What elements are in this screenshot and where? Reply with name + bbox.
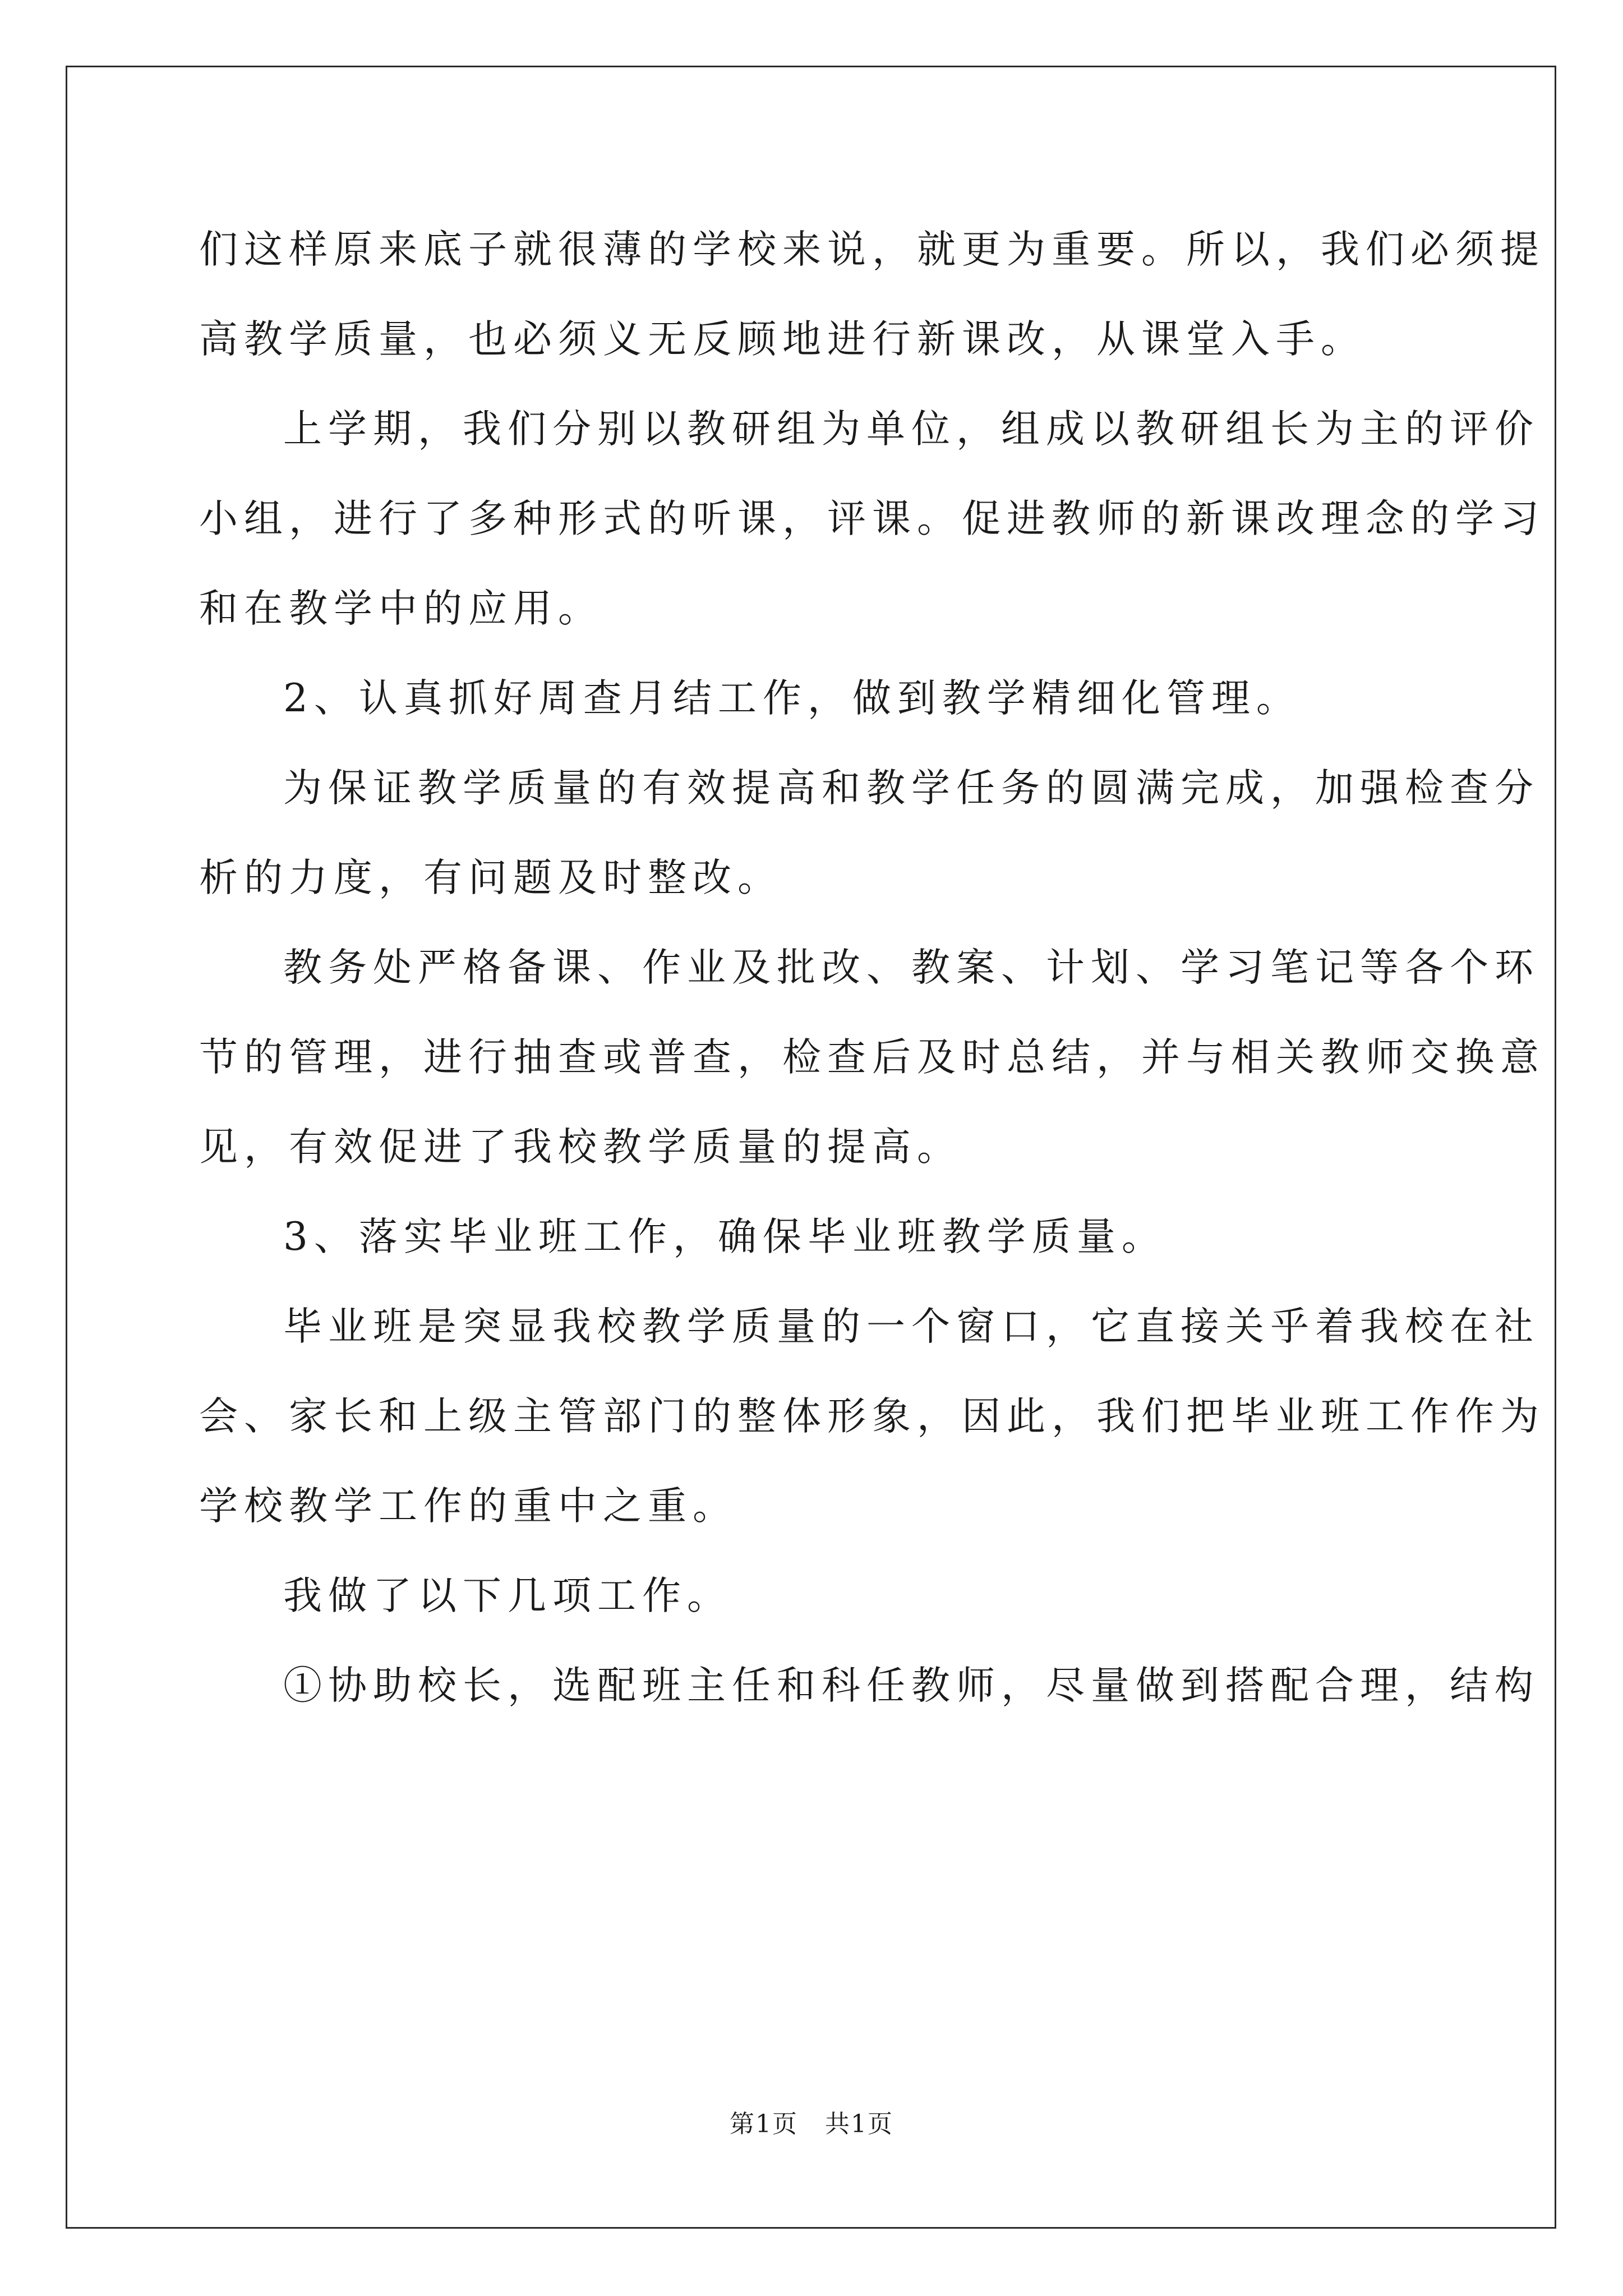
text-line-5: 和在教学中的应用。 — [199, 586, 603, 631]
text-line-3: 上学期，我们分别以教研组为单位，组成以教研组长为主的评价 — [283, 407, 1539, 452]
text-line-16: 我做了以下几项工作。 — [283, 1573, 732, 1618]
text-line-17: ①协助校长，选配班主任和科任教师，尽量做到搭配合理，结构 — [283, 1663, 1539, 1708]
text-line-8: 析的力度，有问题及时整改。 — [199, 855, 782, 900]
text-line-15: 学校教学工作的重中之重。 — [199, 1484, 737, 1529]
document-body — [199, 205, 1545, 1731]
text-line-4: 小组，进行了多种形式的听课，评课。促进教师的新课改理念的学习 — [199, 496, 1545, 541]
section-heading-3: 3、落实毕业班工作，确保毕业班教学质量。 — [283, 1214, 1166, 1259]
text-line-13: 毕业班是突显我校教学质量的一个窗口，它直接关乎着我校在社 — [283, 1304, 1539, 1349]
text-line-1: 们这样原来底子就很薄的学校来说，就更为重要。所以，我们必须提 — [199, 227, 1545, 272]
text-line-7: 为保证教学质量的有效提高和教学任务的圆满完成，加强检查分 — [283, 766, 1539, 811]
section-heading-2: 2、认真抓好周查月结工作，做到教学精细化管理。 — [283, 676, 1301, 721]
text-line-11: 见，有效促进了我校教学质量的提高。 — [199, 1125, 962, 1170]
text-line-14: 会、家长和上级主管部门的整体形象，因此，我们把毕业班工作作为 — [199, 1394, 1545, 1439]
text-line-9: 教务处严格备课、作业及批改、教案、计划、学习笔记等各个环 — [283, 945, 1539, 990]
text-line-2: 高教学质量，也必须义无反顾地进行新课改，从课堂入手。 — [199, 317, 1366, 362]
page-footer: 第1页 共1页 — [730, 2110, 893, 2138]
text-line-10: 节的管理，进行抽查或普查，检查后及时总结，并与相关教师交换意 — [199, 1035, 1545, 1080]
